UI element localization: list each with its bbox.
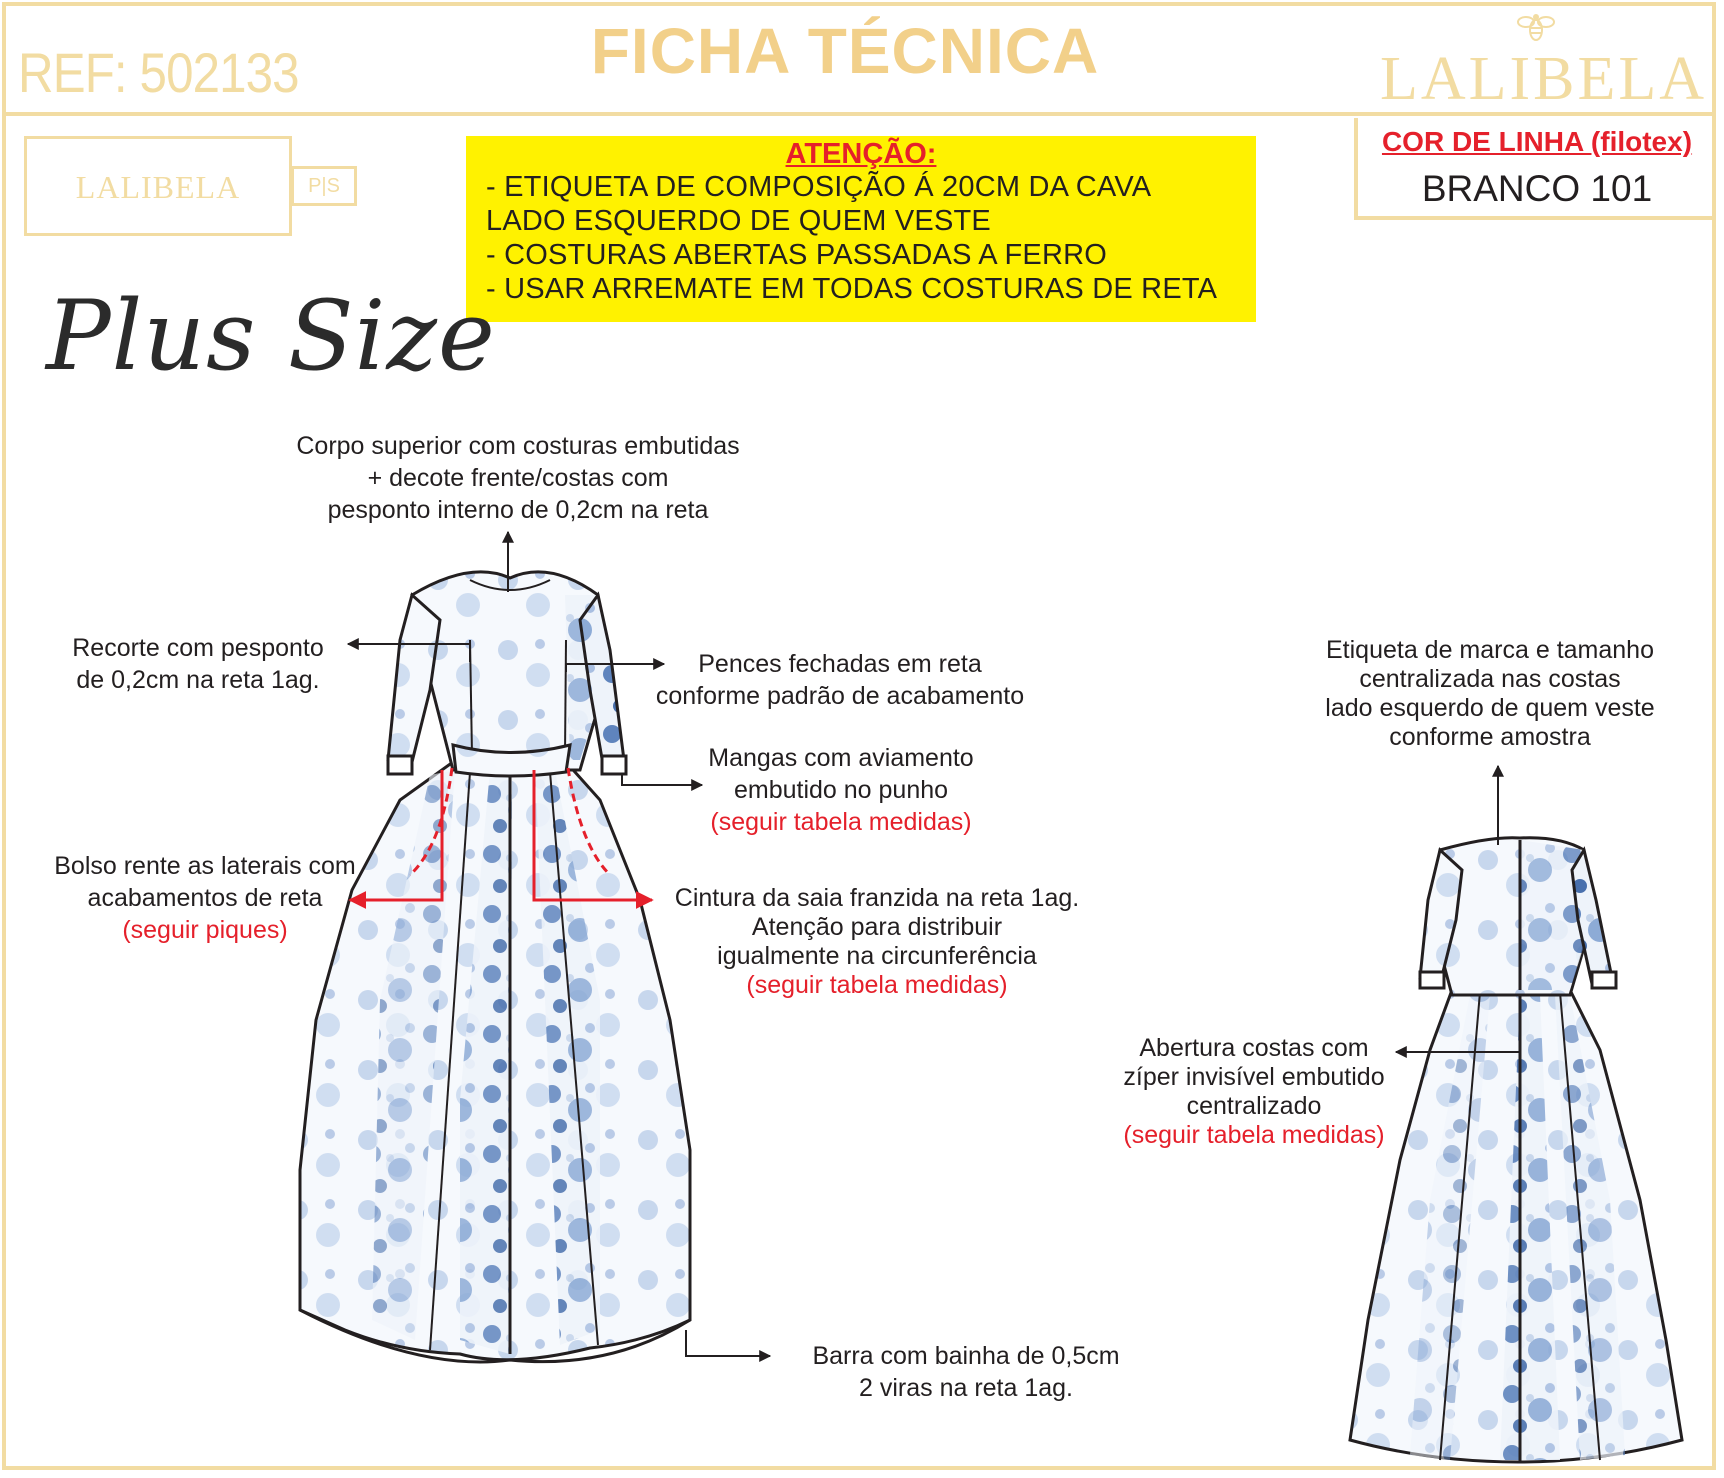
label-brand-text: LALIBELA	[75, 169, 241, 205]
attention-title: ATENÇÃO:	[785, 138, 937, 170]
note-line: Cintura da saia franzida na reta 1ag.	[674, 884, 1080, 912]
note-line: conforme amostra	[1389, 723, 1591, 751]
note-etiqueta	[1310, 636, 1670, 752]
collection-title: Plus Size	[46, 280, 496, 392]
note-line: pesponto interno de 0,2cm na reta	[327, 496, 709, 524]
note-abertura	[1106, 1034, 1402, 1150]
note-line: de 0,2cm na reta 1ag.	[76, 666, 320, 694]
note-line: Abertura costas com	[1139, 1034, 1369, 1062]
note-cintura	[660, 884, 1094, 1000]
note-line: centralizado	[1186, 1092, 1322, 1120]
note-line: Recorte com pesponto	[72, 634, 324, 662]
thread-color-title: COR DE LINHA (filotex)	[1381, 126, 1693, 157]
attention-line: - ETIQUETA DE COMPOSIÇÃO Á 20CM DA CAVA	[486, 171, 1152, 203]
note-line: Atenção para distribuir	[751, 913, 1003, 941]
note-recorte	[50, 632, 346, 696]
note-line: zíper invisível embutido	[1123, 1063, 1385, 1091]
note-barra	[780, 1340, 1152, 1404]
note-line: acabamentos de reta	[87, 884, 323, 912]
thread-color-value: BRANCO 101	[1421, 168, 1653, 209]
attention-line: LADO ESQUERDO DE QUEM VESTE	[486, 205, 991, 237]
note-line: + decote frente/costas com	[367, 464, 669, 492]
note-line: igualmente na circunferência	[717, 942, 1037, 970]
note-corpo	[240, 430, 796, 526]
note-line: centralizada nas costas	[1359, 665, 1621, 693]
note-line: Mangas com aviamento	[708, 744, 974, 772]
note-line: conforme padrão de acabamento	[655, 682, 1025, 710]
note-line: 2 viras na reta 1ag.	[858, 1374, 1073, 1402]
note-pences	[628, 648, 1052, 712]
reference-code: REF: 502133	[18, 41, 299, 104]
note-mangas	[676, 742, 1006, 838]
note-line: lado esquerdo de quem veste	[1325, 694, 1655, 722]
attention-line: - COSTURAS ABERTAS PASSADAS A FERRO	[486, 239, 1107, 271]
note-red: (seguir tabela medidas)	[746, 971, 1008, 999]
arrow-barra	[686, 1330, 770, 1356]
brand-logo: LALIBELA	[1380, 45, 1708, 113]
note-line: Corpo superior com costuras embutidas	[296, 432, 740, 460]
note-red: (seguir tabela medidas)	[710, 808, 972, 836]
note-bolso	[30, 850, 380, 946]
note-line: Etiqueta de marca e tamanho	[1326, 636, 1654, 664]
attention-line: - USAR ARREMATE EM TODAS COSTURAS DE RETA	[486, 273, 1218, 305]
front-left-sleeve	[388, 595, 440, 770]
note-red: (seguir tabela medidas)	[1123, 1121, 1385, 1149]
note-red: (seguir piques)	[122, 916, 288, 944]
size-tab: P|S	[291, 166, 357, 206]
note-line: embutido no punho	[733, 776, 949, 804]
note-line: Bolso rente as laterais com	[54, 852, 356, 880]
page-title: FICHA TÉCNICA	[590, 15, 1100, 87]
note-line: Pences fechadas em reta	[698, 650, 982, 678]
note-line: Barra com bainha de 0,5cm	[812, 1342, 1120, 1370]
